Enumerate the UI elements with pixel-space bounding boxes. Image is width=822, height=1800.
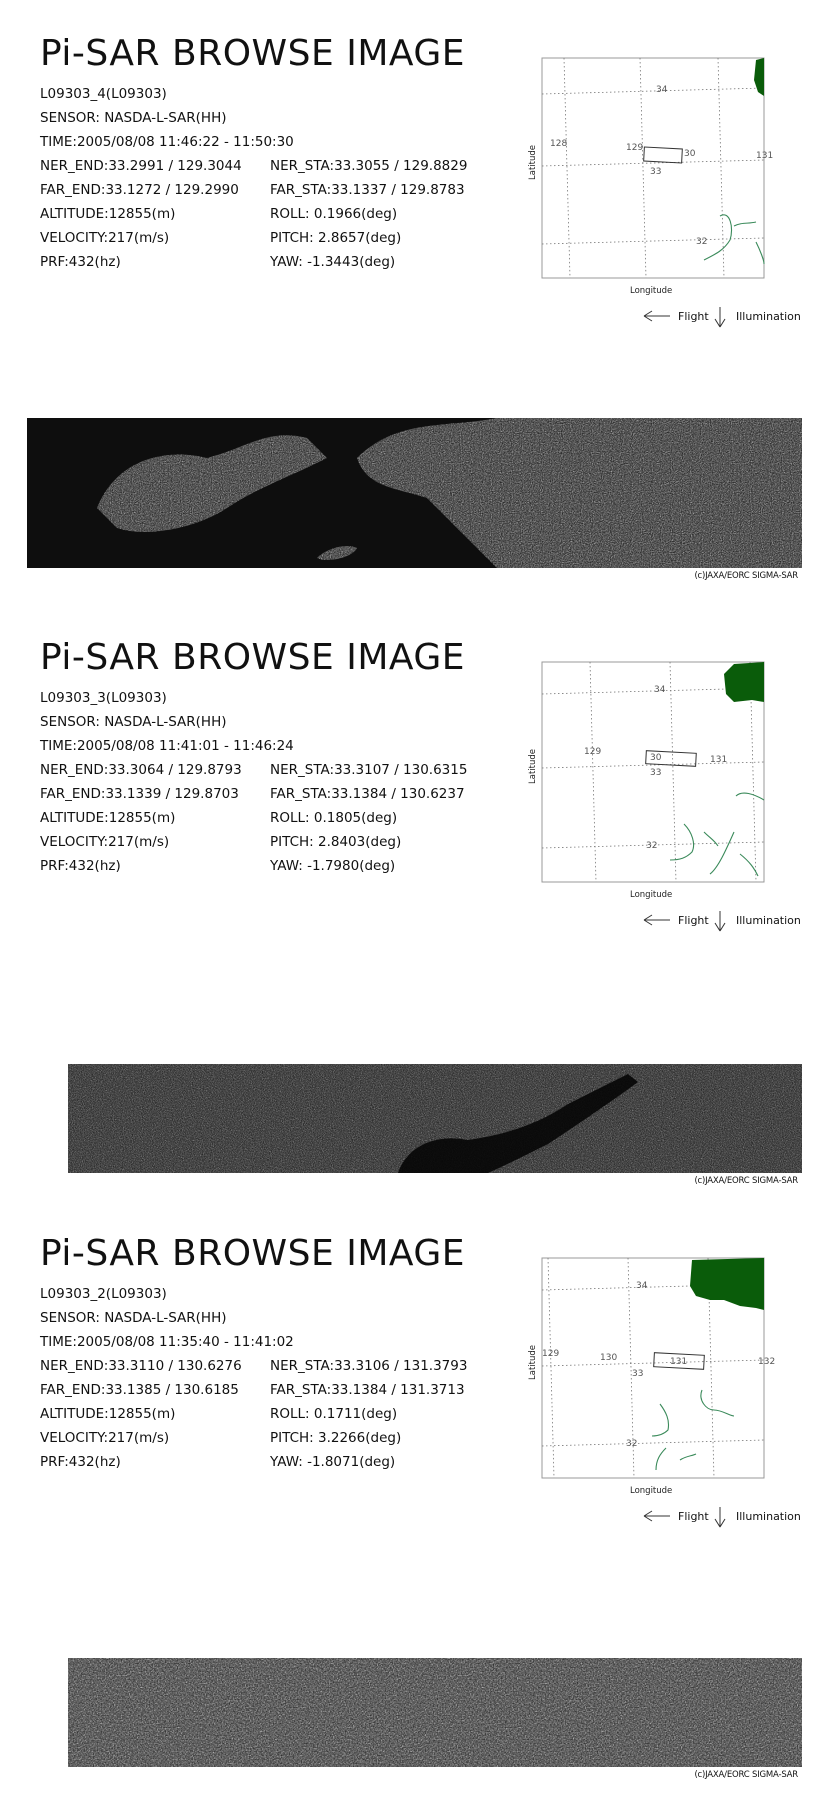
prf-row bbox=[40, 250, 480, 274]
page-title: Pi-SAR BROWSE IMAGE bbox=[40, 1233, 466, 1274]
velocity-row bbox=[40, 830, 480, 854]
pitch: PITCH: 3.2266(deg) bbox=[270, 1430, 402, 1446]
prf: PRF:432(hz) bbox=[40, 858, 121, 874]
pitch: PITCH: 2.8657(deg) bbox=[270, 230, 402, 246]
page-title: Pi-SAR BROWSE IMAGE bbox=[40, 637, 466, 678]
lat-label-34: 34 bbox=[654, 685, 666, 695]
altitude-row bbox=[40, 806, 480, 830]
scene-id: L09303_4(L09303) bbox=[40, 86, 167, 102]
map-xlabel: Longitude bbox=[630, 890, 673, 900]
sensor: SENSOR: NASDA-L-SAR(HH) bbox=[40, 110, 227, 126]
lon-label-131: 131 bbox=[756, 151, 774, 161]
metadata-block bbox=[40, 1282, 480, 1474]
ner-row bbox=[40, 154, 480, 178]
far-row bbox=[40, 1378, 480, 1402]
far-end: FAR_END:33.1385 / 130.6185 bbox=[40, 1382, 239, 1398]
yaw: YAW: -1.8071(deg) bbox=[270, 1454, 396, 1470]
location-map-svg bbox=[520, 1250, 790, 1496]
lon-label-132: 132 bbox=[758, 1357, 776, 1367]
map-xlabel: Longitude bbox=[630, 286, 673, 296]
altitude: ALTITUDE:12855(m) bbox=[40, 206, 176, 222]
velocity: VELOCITY:217(m/s) bbox=[40, 230, 170, 246]
sar-image-strip bbox=[68, 1658, 802, 1767]
location-map bbox=[520, 654, 790, 900]
flight-label: Flight bbox=[678, 1510, 709, 1523]
down-arrow-icon bbox=[712, 909, 728, 933]
lat-label-33: 33 bbox=[650, 167, 662, 177]
roll: ROLL: 0.1711(deg) bbox=[270, 1406, 398, 1422]
lon-label-129: 129 bbox=[626, 143, 644, 153]
left-arrow-icon bbox=[642, 308, 672, 324]
far-end: FAR_END:33.1339 / 129.8703 bbox=[40, 786, 239, 802]
location-map bbox=[520, 1250, 790, 1496]
down-arrow-icon bbox=[712, 305, 728, 329]
altitude-row bbox=[40, 1402, 480, 1426]
left-arrow-icon bbox=[642, 1508, 672, 1524]
lon-label-130: 30 bbox=[684, 149, 696, 159]
scene-id: L09303_2(L09303) bbox=[40, 1286, 167, 1302]
altitude: ALTITUDE:12855(m) bbox=[40, 810, 176, 826]
lon-label-131: 131 bbox=[710, 755, 728, 765]
ner-end: NER_END:33.3064 / 129.8793 bbox=[40, 762, 242, 778]
illumination-label: Illumination bbox=[736, 914, 801, 927]
lon-label-131: 131 bbox=[670, 1357, 688, 1367]
ner-sta: NER_STA:33.3106 / 131.3793 bbox=[270, 1358, 468, 1374]
far-sta: FAR_STA:33.1384 / 131.3713 bbox=[270, 1382, 465, 1398]
illumination-label: Illumination bbox=[736, 310, 801, 323]
prf: PRF:432(hz) bbox=[40, 254, 121, 270]
yaw: YAW: -1.7980(deg) bbox=[270, 858, 396, 874]
lat-label-34: 34 bbox=[636, 1281, 648, 1291]
prf-row bbox=[40, 854, 480, 878]
lon-label-129: 129 bbox=[542, 1349, 560, 1359]
prf-row bbox=[40, 1450, 480, 1474]
image-credit: (c)JAXA/EORC SIGMA-SAR bbox=[694, 1770, 798, 1780]
browse-section-3 bbox=[0, 1200, 822, 1800]
yaw: YAW: -1.3443(deg) bbox=[270, 254, 396, 270]
illumination-label: Illumination bbox=[736, 1510, 801, 1523]
location-map-svg bbox=[520, 654, 790, 900]
lat-label-32: 32 bbox=[626, 1439, 638, 1449]
map-xlabel: Longitude bbox=[630, 1486, 673, 1496]
roll: ROLL: 0.1805(deg) bbox=[270, 810, 398, 826]
flight-label: Flight bbox=[678, 914, 709, 927]
sar-image-strip bbox=[27, 418, 802, 568]
browse-section-2 bbox=[0, 604, 822, 1204]
page-title: Pi-SAR BROWSE IMAGE bbox=[40, 33, 466, 74]
velocity: VELOCITY:217(m/s) bbox=[40, 834, 170, 850]
time-range: TIME:2005/08/08 11:35:40 - 11:41:02 bbox=[40, 1334, 294, 1350]
far-end: FAR_END:33.1272 / 129.2990 bbox=[40, 182, 239, 198]
direction-legend bbox=[640, 1506, 800, 1530]
ner-end: NER_END:33.2991 / 129.3044 bbox=[40, 158, 242, 174]
ner-sta: NER_STA:33.3055 / 129.8829 bbox=[270, 158, 468, 174]
lon-label-128: 128 bbox=[550, 139, 568, 149]
browse-section-1 bbox=[0, 0, 822, 600]
location-map-svg bbox=[520, 50, 790, 296]
metadata-block bbox=[40, 82, 480, 274]
sar-image bbox=[27, 418, 802, 568]
far-sta: FAR_STA:33.1384 / 130.6237 bbox=[270, 786, 465, 802]
image-credit: (c)JAXA/EORC SIGMA-SAR bbox=[694, 1176, 798, 1186]
lat-label-33: 33 bbox=[632, 1369, 644, 1379]
ner-row bbox=[40, 1354, 480, 1378]
lat-label-32: 32 bbox=[696, 237, 708, 247]
map-ylabel: Latitude bbox=[528, 1345, 538, 1380]
sar-image-strip bbox=[68, 1064, 802, 1173]
image-credit: (c)JAXA/EORC SIGMA-SAR bbox=[694, 571, 798, 581]
lon-label-130: 130 bbox=[600, 1353, 618, 1363]
map-ylabel: Latitude bbox=[528, 145, 538, 180]
ner-sta: NER_STA:33.3107 / 130.6315 bbox=[270, 762, 468, 778]
metadata-block bbox=[40, 686, 480, 878]
pitch: PITCH: 2.8403(deg) bbox=[270, 834, 402, 850]
time-range: TIME:2005/08/08 11:41:01 - 11:46:24 bbox=[40, 738, 294, 754]
sensor: SENSOR: NASDA-L-SAR(HH) bbox=[40, 1310, 227, 1326]
lat-label-32: 32 bbox=[646, 841, 658, 851]
altitude-row bbox=[40, 202, 480, 226]
lat-label-34: 34 bbox=[656, 85, 668, 95]
lon-label-129: 129 bbox=[584, 747, 602, 757]
sar-image bbox=[68, 1658, 802, 1767]
direction-legend bbox=[640, 306, 800, 330]
sar-image bbox=[68, 1064, 802, 1173]
lat-label-33: 33 bbox=[650, 768, 662, 778]
down-arrow-icon bbox=[712, 1505, 728, 1529]
prf: PRF:432(hz) bbox=[40, 1454, 121, 1470]
direction-legend bbox=[640, 910, 800, 934]
altitude: ALTITUDE:12855(m) bbox=[40, 1406, 176, 1422]
velocity-row bbox=[40, 1426, 480, 1450]
velocity: VELOCITY:217(m/s) bbox=[40, 1430, 170, 1446]
land-shape bbox=[724, 662, 764, 702]
sensor: SENSOR: NASDA-L-SAR(HH) bbox=[40, 714, 227, 730]
left-arrow-icon bbox=[642, 912, 672, 928]
far-row bbox=[40, 782, 480, 806]
ner-row bbox=[40, 758, 480, 782]
ner-end: NER_END:33.3110 / 130.6276 bbox=[40, 1358, 242, 1374]
far-row bbox=[40, 178, 480, 202]
flight-label: Flight bbox=[678, 310, 709, 323]
time-range: TIME:2005/08/08 11:46:22 - 11:50:30 bbox=[40, 134, 294, 150]
lon-label-130: 30 bbox=[650, 753, 662, 763]
map-ylabel: Latitude bbox=[528, 749, 538, 784]
roll: ROLL: 0.1966(deg) bbox=[270, 206, 398, 222]
scene-id: L09303_3(L09303) bbox=[40, 690, 167, 706]
velocity-row bbox=[40, 226, 480, 250]
far-sta: FAR_STA:33.1337 / 129.8783 bbox=[270, 182, 465, 198]
location-map bbox=[520, 50, 790, 296]
